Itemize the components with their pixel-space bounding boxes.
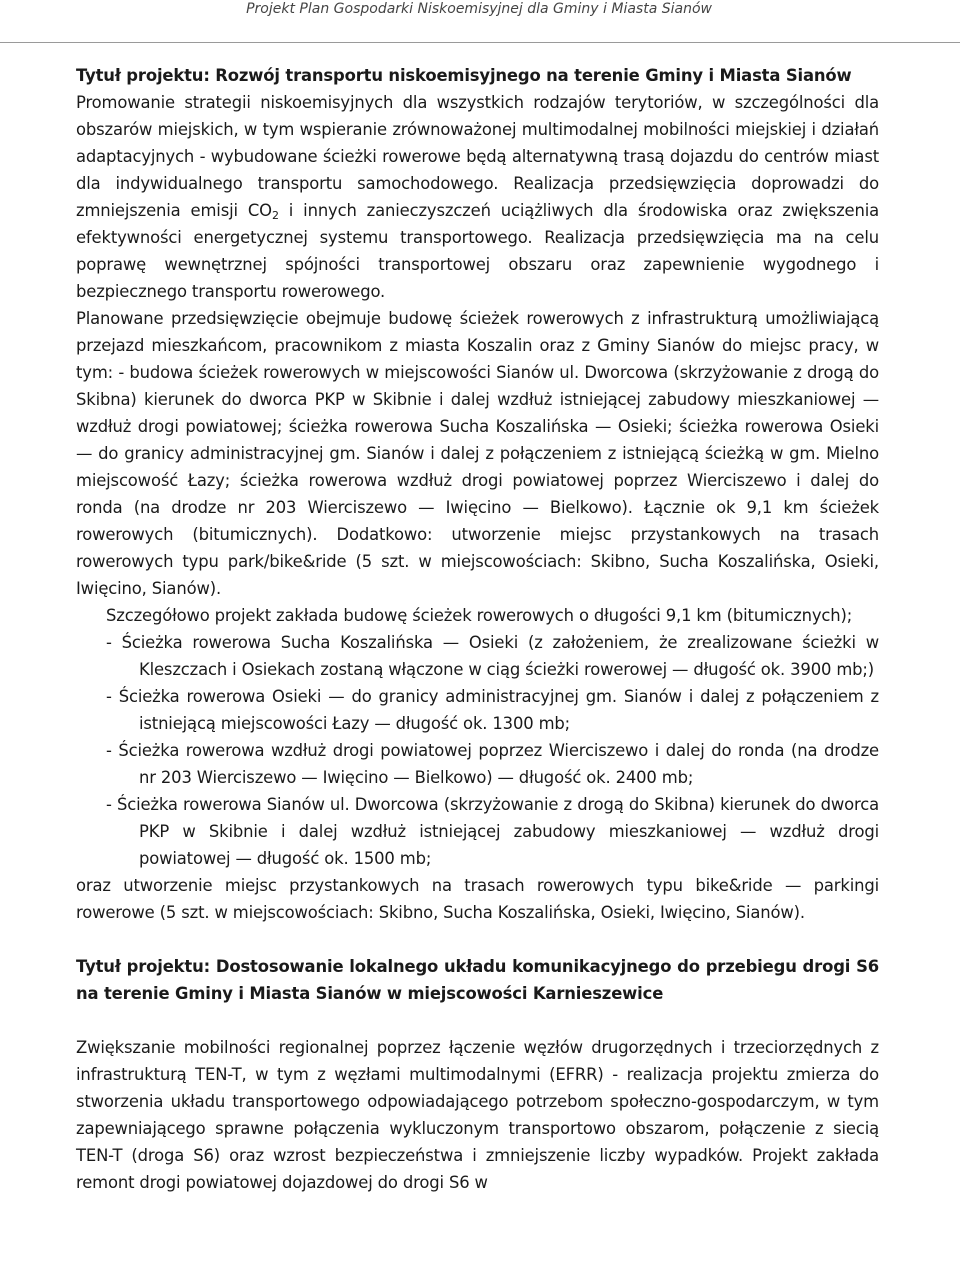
running-title: Projekt Plan Gospodarki Niskoemisyjnej dla Gminy i Miasta Sianów [246, 1, 712, 17]
section-2-title: Tytuł projektu: Dostosowanie lokalnego układu komunikacyjnego do przebiegu drogi S6 na terenie Gminy i Miasta Sianów w miejscowości Karnieszewice [76, 957, 879, 1003]
co2-subscript: 2 [271, 209, 279, 222]
list-item: Szczegółowo projekt zakłada budowę ścieżek rowerowych o długości 9,1 km (bitumicznych); [106, 606, 853, 625]
list-item: - Ścieżka rowerowa wzdłuż drogi powiatowej poprzez Wierciszewo i dalej do ronda (na drodze nr 203 Wierciszewo — Iwięcino — Bielkowo) — długość ok. 2400 mb; [106, 741, 879, 787]
document-body [76, 62, 879, 1196]
paragraph-text-continued: i innych zanieczyszczeń uciążliwych dla środowiska oraz zwiększenia efektywności energetycznej systemu transportowego. Realizacja przedsięwzięcia ma na celu poprawę wewnętrznej spójności transportowej obszaru oraz zapewnienie wygodnego i bezpiecznego transportu rowerowego. [76, 201, 879, 301]
section-2-paragraph: Zwiększanie mobilności regionalnej poprzez łączenie węzłów drugorzędnych i trzeciorzędnych z infrastrukturą TEN-T, w tym z węzłami multimodalnymi (EFRR) - realizacja projektu zmierza do stworzenia układu transportowego odpowiadającego potrzebom społeczno-gospodarczym, w tym zapewniającego sprawne połączenia wykluczonym transportowo obszarom, połączenie z siecią TEN-T (droga S6) oraz wzrost bezpieczeństwa i zmniejszenie liczby wypadków. Projekt zakłada remont drogi powiatowej dojazdowej do drogi S6 w [76, 1038, 879, 1192]
section-1-paragraph-intro [76, 89, 879, 305]
list-item: - Ścieżka rowerowa Sianów ul. Dworcowa (skrzyżowanie z drogą do Skibna) kierunek do dworca PKP w Skibnie i dalej wzdłuż istniejącej zabudowy mieszkaniowej — wzdłuż drogi powiatowej — długość ok. 1500 mb; [106, 795, 879, 868]
section-1-paragraph-scope: Planowane przedsięwzięcie obejmuje budowę ścieżek rowerowych z infrastrukturą umożliwiającą przejazd mieszkańcom, pracownikom z miasta Koszalin oraz z Gminy Sianów do miejsc pracy, w tym: - budowa ścieżek rowerowych w miejscowości Sianów ul. Dworcowa (skrzyżowanie z drogą do Skibna) kierunek do dworca PKP w Skibnie i dalej wzdłuż istniejącej zabudowy mieszkaniowej — wzdłuż drogi powiatowej; ścieżka rowerowa Sucha Koszalińska — Osieki; ścieżka rowerowa Osieki — do granicy administracyjnej gm. Sianów i dalej z połączeniem z istniejącą ścieżką w gm. Mielno miejscowość Łazy; ścieżka rowerowa wzdłuż drogi powiatowej poprzez Wierciszewo i dalej do ronda (na drodze nr 203 Wierciszewo — Iwięcino — Bielkowo). Łącznie ok 9,1 km ścieżek rowerowych (bitumicznych). Dodatkowo: utworzenie miejsc przystankowych na trasach rowerowych typu park/bike&ride (5 szt. w miejscowościach: Skibno, Sucha Koszalińska, Osieki, Iwięcino, Sianów). [76, 309, 879, 598]
page-header [0, 0, 960, 43]
list-item: - Ścieżka rowerowa Osieki — do granicy administracyjnej gm. Sianów i dalej z połączeniem z istniejącą miejscowości Łazy — długość ok. 1300 mb; [106, 687, 879, 733]
paragraph-text: Promowanie strategii niskoemisyjnych dla wszystkich rodzajów terytoriów, w szczególności dla obszarów miejskich, w tym wspieranie zrównoważonej multimodalnej mobilności miejskiej i działań adaptacyjnych - wybudowane ścieżki rowerowe będą alternatywną trasą dojazdu do centrów miast dla indywidualnego transportu samochodowego. Realizacja przedsięwzięcia doprowadzi do zmniejszenia emisji CO [76, 93, 879, 220]
list-item: - Ścieżka rowerowa Sucha Koszalińska — Osieki (z założeniem, że zrealizowane ścieżki w Kleszczach i Osiekach zostaną włączone w ciąg ścieżki rowerowej — długość ok. 3900 mb;) [106, 633, 879, 679]
section-1-title: Tytuł projektu: Rozwój transportu niskoemisyjnego na terenie Gminy i Miasta Sianów [76, 66, 852, 85]
section-1-closing: oraz utworzenie miejsc przystankowych na trasach rowerowych typu bike&ride — parkingi rowerowe (5 szt. w miejscowościach: Skibno, Sucha Koszalińska, Osieki, Iwięcino, Sianów). [76, 876, 879, 922]
bike-path-list [76, 602, 879, 872]
